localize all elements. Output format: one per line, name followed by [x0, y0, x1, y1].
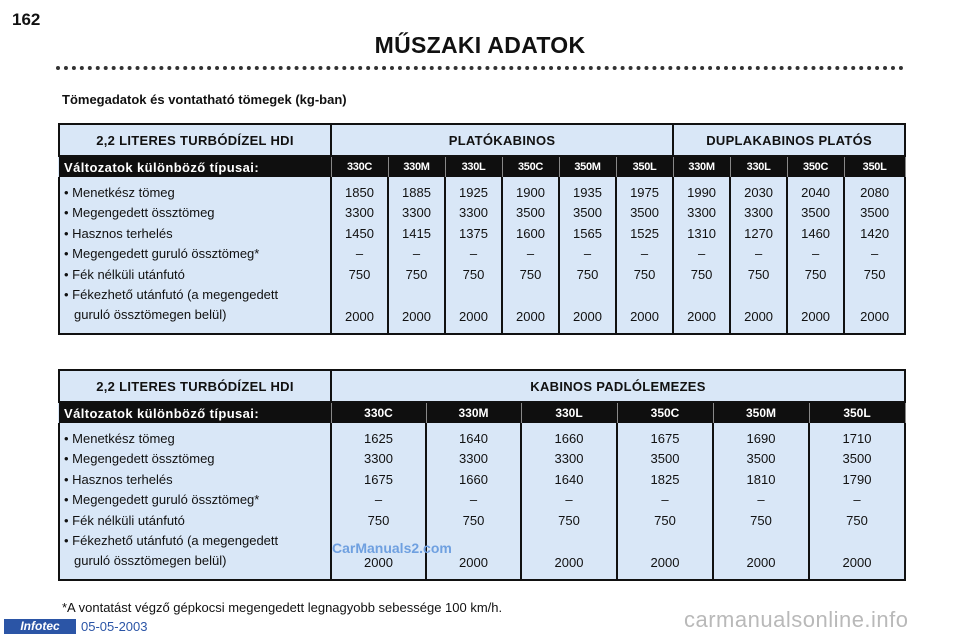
- table-header-platform-cab: PLATÓKABINOS: [331, 124, 673, 156]
- table-header-engine: 2,2 LITERES TURBÓDÍZEL HDI: [59, 124, 331, 156]
- value-cell: 750: [787, 265, 844, 285]
- value-cell: 3500: [616, 203, 673, 223]
- table-row: [59, 224, 905, 244]
- value-cell: 2000: [559, 285, 616, 334]
- value-cell: 2000: [426, 531, 521, 580]
- table-row: [59, 244, 905, 264]
- value-cell: 1850: [331, 177, 388, 203]
- value-cell: –: [388, 244, 445, 264]
- value-cell: 750: [502, 265, 559, 285]
- value-cell: 1625: [331, 423, 426, 449]
- value-cell: 750: [559, 265, 616, 285]
- value-cell: 750: [673, 265, 730, 285]
- value-cell: 1675: [617, 423, 713, 449]
- variant-cell: 330C: [331, 402, 426, 423]
- value-cell: 750: [331, 265, 388, 285]
- watermark-corner: carmanualsonline.info: [684, 607, 909, 632]
- value-cell: 1375: [445, 224, 502, 244]
- value-cell: 3500: [787, 203, 844, 223]
- value-cell: 1885: [388, 177, 445, 203]
- row-label: • Menetkész tömeg: [59, 177, 331, 203]
- value-cell: 750: [617, 511, 713, 531]
- value-cell: 1790: [809, 470, 905, 490]
- value-cell: –: [331, 490, 426, 510]
- footnote: *A vontatást végző gépkocsi megengedett legnagyobb sebessége 100 km/h.: [62, 600, 503, 615]
- value-cell: 2000: [445, 285, 502, 334]
- print-date: 05-05-2003: [81, 619, 148, 634]
- row-label: • Fék nélküli utánfutó: [59, 511, 331, 531]
- row-label: • Menetkész tömeg: [59, 423, 331, 449]
- value-cell: 1460: [787, 224, 844, 244]
- value-cell: –: [617, 490, 713, 510]
- variant-cell: 350L: [616, 156, 673, 177]
- value-cell: 2000: [809, 531, 905, 580]
- value-cell: 2000: [616, 285, 673, 334]
- brand-logo: Infotec: [4, 619, 76, 634]
- value-cell: 2080: [844, 177, 905, 203]
- value-cell: –: [713, 490, 809, 510]
- value-cell: 1675: [331, 470, 426, 490]
- value-cell: 3500: [559, 203, 616, 223]
- value-cell: 1710: [809, 423, 905, 449]
- variant-cell: 330M: [673, 156, 730, 177]
- table-header-chassis-cab: KABINOS PADLÓLEMEZES: [331, 370, 905, 402]
- value-cell: 2000: [787, 285, 844, 334]
- value-cell: 1690: [713, 423, 809, 449]
- value-cell: 3500: [617, 449, 713, 469]
- row-label: • Hasznos terhelés: [59, 470, 331, 490]
- watermark-overlay: CarManuals2.com: [332, 540, 452, 556]
- value-cell: –: [502, 244, 559, 264]
- variant-cell: 330M: [426, 402, 521, 423]
- value-cell: 3500: [809, 449, 905, 469]
- value-cell: 1415: [388, 224, 445, 244]
- value-cell: 1640: [521, 470, 617, 490]
- value-cell: 3500: [713, 449, 809, 469]
- value-cell: 1600: [502, 224, 559, 244]
- value-cell: –: [673, 244, 730, 264]
- value-cell: 2000: [331, 285, 388, 334]
- variant-cell: 350L: [844, 156, 905, 177]
- page-title: MŰSZAKI ADATOK: [374, 32, 586, 58]
- value-cell: 3300: [331, 449, 426, 469]
- value-cell: 1990: [673, 177, 730, 203]
- value-cell: 1825: [617, 470, 713, 490]
- row-label: • Hasznos terhelés: [59, 224, 331, 244]
- weights-table-platform: [58, 123, 906, 335]
- value-cell: 1660: [426, 470, 521, 490]
- value-cell: 1450: [331, 224, 388, 244]
- value-cell: 3500: [502, 203, 559, 223]
- value-cell: 1935: [559, 177, 616, 203]
- row-label: • Megengedett össztömeg: [59, 449, 331, 469]
- value-cell: 2000: [617, 531, 713, 580]
- value-cell: 750: [616, 265, 673, 285]
- value-cell: 1565: [559, 224, 616, 244]
- value-cell: 2000: [388, 285, 445, 334]
- table-row: [59, 265, 905, 285]
- table-row: [59, 203, 905, 223]
- row-label: [59, 531, 331, 580]
- value-cell: 750: [809, 511, 905, 531]
- variant-cell: 350M: [713, 402, 809, 423]
- value-cell: 1925: [445, 177, 502, 203]
- variant-cell: 330L: [521, 402, 617, 423]
- value-cell: –: [445, 244, 502, 264]
- value-cell: 3300: [331, 203, 388, 223]
- row-label-line1: • Fékezhető utánfutó (a megengedett: [64, 533, 279, 549]
- value-cell: 750: [730, 265, 787, 285]
- variant-cell: 350C: [787, 156, 844, 177]
- value-cell: 3300: [426, 449, 521, 469]
- value-cell: 2000: [844, 285, 905, 334]
- value-cell: 3300: [445, 203, 502, 223]
- value-cell: 3300: [521, 449, 617, 469]
- row-label-line2: guruló össztömegen belül): [74, 307, 227, 323]
- table-row: [59, 531, 905, 580]
- value-cell: –: [809, 490, 905, 510]
- row-label: [59, 285, 331, 334]
- value-cell: 1270: [730, 224, 787, 244]
- value-cell: 3300: [730, 203, 787, 223]
- value-cell: –: [426, 490, 521, 510]
- value-cell: 750: [521, 511, 617, 531]
- value-cell: 2030: [730, 177, 787, 203]
- value-cell: –: [559, 244, 616, 264]
- dotted-divider: [56, 66, 904, 70]
- value-cell: –: [616, 244, 673, 264]
- value-cell: 1900: [502, 177, 559, 203]
- value-cell: 1640: [426, 423, 521, 449]
- table-row: [59, 490, 905, 510]
- value-cell: 750: [426, 511, 521, 531]
- table-row: [59, 449, 905, 469]
- variant-cell: 350C: [617, 402, 713, 423]
- table-row: [59, 423, 905, 449]
- variant-cell: 330C: [331, 156, 388, 177]
- table-row: [59, 511, 905, 531]
- row-label: • Megengedett guruló össztömeg*: [59, 490, 331, 510]
- variant-cell: 330M: [388, 156, 445, 177]
- value-cell: 750: [388, 265, 445, 285]
- value-cell: 3500: [844, 203, 905, 223]
- variants-label: Változatok különböző típusai:: [59, 402, 331, 423]
- variant-cell: 350L: [809, 402, 905, 423]
- value-cell: 2040: [787, 177, 844, 203]
- table-row: [59, 177, 905, 203]
- row-label-line2: guruló össztömegen belül): [74, 553, 227, 569]
- value-cell: 2000: [730, 285, 787, 334]
- section-subtitle: Tömegadatok és vontatható tömegek (kg-ban): [62, 92, 347, 107]
- value-cell: 1810: [713, 470, 809, 490]
- row-label: • Megengedett össztömeg: [59, 203, 331, 223]
- variant-cell: 330L: [445, 156, 502, 177]
- value-cell: 1525: [616, 224, 673, 244]
- value-cell: 750: [713, 511, 809, 531]
- value-cell: 750: [331, 511, 426, 531]
- value-cell: –: [730, 244, 787, 264]
- table-header-double-cab: DUPLAKABINOS PLATÓS: [673, 124, 905, 156]
- value-cell: 1660: [521, 423, 617, 449]
- value-cell: –: [844, 244, 905, 264]
- value-cell: –: [787, 244, 844, 264]
- value-cell: –: [331, 244, 388, 264]
- row-label: • Megengedett guruló össztömeg*: [59, 244, 331, 264]
- variant-cell: 350M: [559, 156, 616, 177]
- table-row: [59, 285, 905, 334]
- value-cell: 2000: [673, 285, 730, 334]
- value-cell: 2000: [521, 531, 617, 580]
- value-cell: –: [521, 490, 617, 510]
- value-cell: 3300: [388, 203, 445, 223]
- row-label-line1: • Fékezhető utánfutó (a megengedett: [64, 287, 279, 303]
- value-cell: 750: [445, 265, 502, 285]
- value-cell: 2000: [502, 285, 559, 334]
- weights-table-chassis-cab: [58, 369, 906, 581]
- value-cell: 2000: [713, 531, 809, 580]
- value-cell: 3300: [673, 203, 730, 223]
- value-cell: 1975: [616, 177, 673, 203]
- variant-cell: 350C: [502, 156, 559, 177]
- value-cell: 1420: [844, 224, 905, 244]
- table-row: [59, 470, 905, 490]
- variants-label: Változatok különböző típusai:: [59, 156, 331, 177]
- variant-cell: 330L: [730, 156, 787, 177]
- value-cell: 750: [844, 265, 905, 285]
- page-number: 162: [12, 10, 41, 29]
- table-header-engine: 2,2 LITERES TURBÓDÍZEL HDI: [59, 370, 331, 402]
- value-cell: 2000: [331, 531, 426, 580]
- row-label: • Fék nélküli utánfutó: [59, 265, 331, 285]
- value-cell: 1310: [673, 224, 730, 244]
